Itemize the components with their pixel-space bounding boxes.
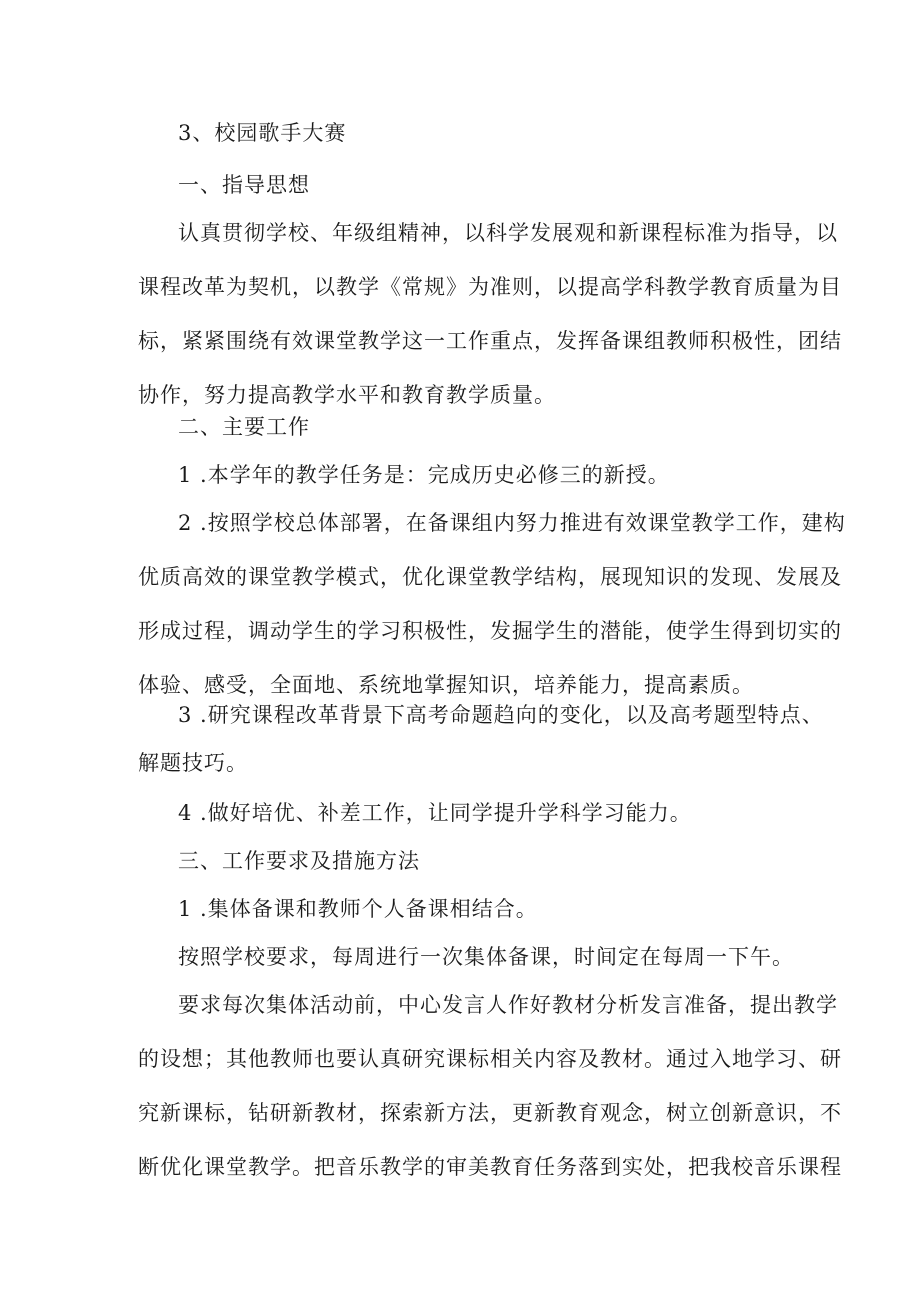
text-line: 形成过程，调动学生的学习积极性，发掘学生的潜能，使学生得到切实的	[138, 619, 842, 643]
contest-heading: 3、校园歌手大赛	[178, 121, 347, 145]
text-line: 解题技巧。	[138, 751, 248, 775]
text-line: 课程改革为契机，以教学《常规》为准则，以提高学科教学教育质量为目	[138, 275, 842, 299]
section-title-guiding-thought: 一、指导思想	[178, 173, 310, 197]
paragraph-guiding-thought-cont	[138, 260, 842, 422]
text-line: 究新课标，钻研新教材，探索新方法，更新教育观念，树立创新意识，不	[138, 1101, 842, 1125]
list-item-3	[138, 688, 824, 742]
paragraph-requirements	[138, 978, 838, 1032]
text-line: 要求每次集体活动前，中心发言人作好教材分析发言准备，提出教学	[178, 993, 838, 1017]
sub-item-1: 1 .集体备课和教师个人备课相结合。	[178, 897, 538, 921]
text-line: 协作，努力提高教学水平和教育教学质量。	[138, 383, 556, 407]
paragraph-requirements-cont	[138, 1032, 842, 1194]
section-title-main-work: 二、主要工作	[178, 415, 310, 439]
list-item-1: 1 .本学年的教学任务是：完成历史必修三的新授。	[178, 463, 670, 487]
text-line: 断优化课堂教学。把音乐教学的审美教育任务落到实处，把我校音乐课程	[138, 1155, 842, 1179]
text-line: 3 .研究课程改革背景下高考命题趋向的变化，以及高考题型特点、	[178, 703, 824, 727]
list-item-4: 4 .做好培优、补差工作，让同学提升学科学习能力。	[178, 801, 692, 825]
text-line: 认真贯彻学校、年级组精神，以科学发展观和新课程标准为指导，以	[178, 221, 838, 245]
text-line: 的设想；其他教师也要认真研究课标相关内容及教材。通过入地学习、研	[138, 1047, 842, 1071]
list-item-3-cont	[138, 736, 788, 790]
section-title-requirements: 三、工作要求及措施方法	[178, 849, 420, 873]
paragraph-weekly-prep: 按照学校要求，每周进行一次集体备课，时间定在每周一下午。	[178, 945, 794, 969]
paragraph-guiding-thought	[138, 206, 838, 260]
list-item-2	[138, 496, 846, 550]
text-line: 标，紧紧围绕有效课堂教学这一工作重点，发挥备课组教师积极性，团结	[138, 329, 842, 353]
text-line: 优质高效的课堂教学模式，优化课堂教学结构，展现知识的发现、发展及	[138, 565, 842, 589]
text-line: 2 .按照学校总体部署，在备课组内努力推进有效课堂教学工作，建构	[178, 511, 846, 535]
text-line: 体验、感受，全面地、系统地掌握知识，培养能力，提高素质。	[138, 673, 754, 697]
